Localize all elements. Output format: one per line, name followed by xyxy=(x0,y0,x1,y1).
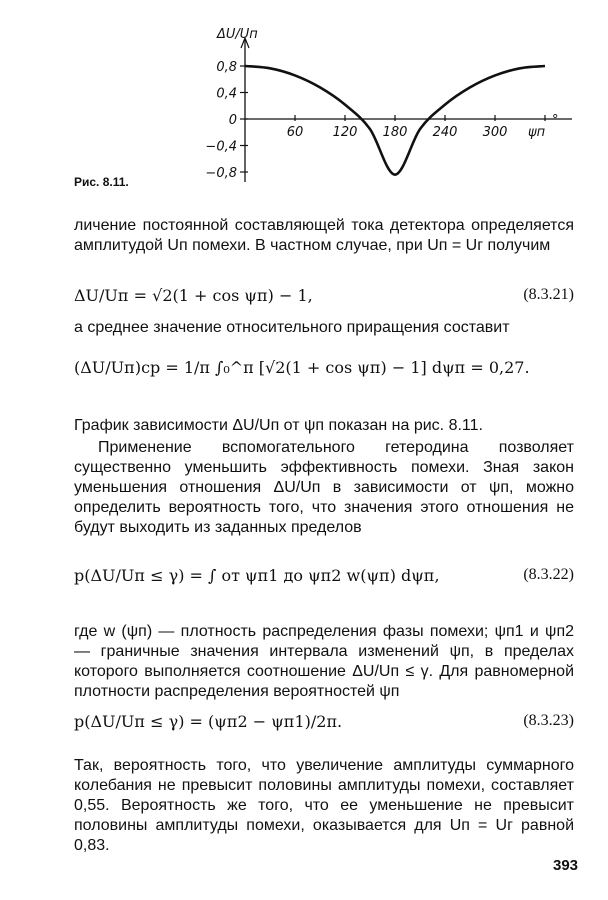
figure-8-11 xyxy=(0,0,608,200)
x-tick-label: 240 xyxy=(432,125,458,140)
paragraph-2: а среднее значение относительного приращения составит xyxy=(74,319,510,336)
paragraph-5: где w (ψп) — плотность распределения фазы помехи; ψп1 и ψп2 — граничные значения интервала изменений ψп, в пределах которого выполняется соотношение ΔU/Uп ≤ γ. Для равномерной плотности распределения вероятностей ψп xyxy=(74,623,574,700)
equation-average xyxy=(74,358,574,398)
y-tick-label: 0,4 xyxy=(216,86,237,102)
y-tick-label: 0 xyxy=(228,113,237,128)
paragraph-3: График зависимости ΔU/Uп от ψп показан на рис. 8.11. xyxy=(74,417,483,434)
equation-8-3-23 xyxy=(74,712,574,740)
y-tick-label: −0,4 xyxy=(205,139,237,155)
equation-8-3-21-formula: ΔU/Uп = √2(1 + cos ψп) − 1, xyxy=(74,286,313,305)
equation-8-3-22 xyxy=(74,566,574,594)
paragraph-6: Так, вероятность того, что увеличение амплитуды суммарного колебания не превысит половины амплитуды помехи, составляет 0,55. Вероятность же того, что ее уменьшение не превысит половины амплитуды помехи, оказывается для Uп = Uг равной 0,83. xyxy=(74,757,574,854)
x-axis-unit: ° xyxy=(552,113,559,128)
x-axis-label: ψп xyxy=(528,125,546,140)
equation-8-3-22-formula: p(ΔU/Uп ≤ γ) = ∫ от ψп1 до ψп2 w(ψп) dψп, xyxy=(74,566,440,585)
equation-average-rhs: = 1/π ∫₀^π [√2(1 + cos ψп) − 1] dψп = 0,27. xyxy=(165,358,530,377)
page-number: 393 xyxy=(553,857,579,874)
y-tick-label: 0,8 xyxy=(216,60,237,75)
equation-8-3-23-number: (8.3.23) xyxy=(523,712,574,729)
x-tick-label: 300 xyxy=(482,125,508,140)
equation-8-3-22-number: (8.3.22) xyxy=(523,566,574,583)
paragraph-4: Применение вспомогательного гетеродина позволяет существенно уменьшить эффективность помехи. Зная закон уменьшения отношения ΔU/Uп в зависимости от ψп, можно определить вероятность того, что значения этого отношения не будут выходить из заданных пределов xyxy=(74,439,574,536)
paragraph-1: личение постоянной составляющей тока детектора определяется амплитудой Uп помехи. В частном случае, при Uп = Uг получим xyxy=(74,217,574,254)
y-tick-label: −0,8 xyxy=(205,166,237,181)
y-axis-label: ΔU/Uп xyxy=(217,27,258,42)
x-tick-label: 180 xyxy=(382,125,408,140)
figure-caption: Рис. 8.11. xyxy=(74,175,129,189)
equation-average-lhs: (ΔU/Uп)ср xyxy=(74,358,161,377)
x-tick-label: 60 xyxy=(286,125,304,140)
x-tick-label: 120 xyxy=(332,125,358,140)
equation-8-3-23-formula: p(ΔU/Uп ≤ γ) = (ψп2 − ψп1)/2π. xyxy=(74,712,343,731)
equation-8-3-21 xyxy=(74,286,574,314)
equation-8-3-21-number: (8.3.21) xyxy=(523,286,574,303)
